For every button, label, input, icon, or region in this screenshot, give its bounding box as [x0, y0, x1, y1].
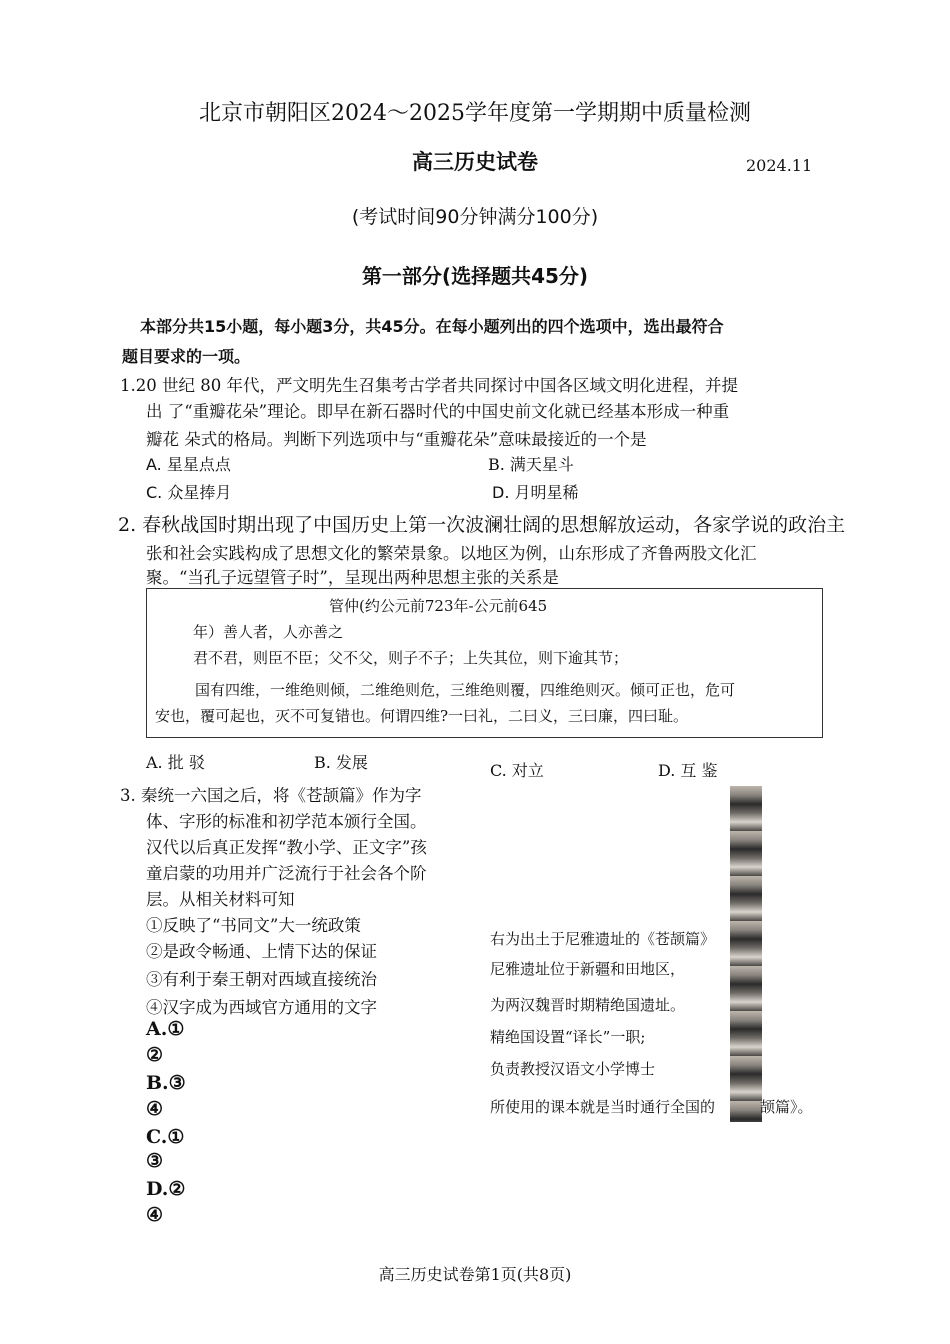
q3-caption-line-3: 为两汉魏晋时期精绝国遗址。	[490, 996, 686, 1014]
q3-statement-1: ①反映了“书同文”大一统政策	[146, 916, 361, 935]
q3-statement-4: ④汉字成为西域官方通用的文字	[146, 998, 377, 1017]
q1-line-1: 1.20 世纪 80 年代，严文明先生召集考古学者共同探讨中国各区域文明化进程，并提	[120, 376, 738, 395]
q2-material-box	[146, 588, 823, 738]
exam-subtitle: 高三历史试卷	[412, 150, 538, 174]
q3-caption-line-1: 右为出土于尼雅遗址的《苍颉篇》	[490, 930, 716, 948]
q2-option-a: A. 批 驳	[146, 753, 205, 772]
q3-option-a: A.①	[146, 1018, 185, 1040]
q1-option-d: D. 月明星稀	[492, 483, 579, 502]
instructions-line-1: 本部分共15小题，每小题3分，共45分。在每小题列出的四个选项中，选出最符合	[140, 317, 724, 336]
q3-option-d: D.②	[146, 1178, 186, 1200]
q3-line-2: 体、字形的标准和初学范本颁行全国。	[146, 812, 427, 831]
q1-line-3: 瓣花 朵式的格局。判断下列选项中与“重瓣花朵”意味最接近的一个是	[146, 430, 647, 449]
q2-option-b: B. 发展	[314, 753, 368, 772]
q3-statement-2: ②是政令畅通、上情下达的保证	[146, 942, 377, 961]
q3-line-4: 童启蒙的功用并广泛流行于社会各个阶	[146, 864, 427, 883]
q3-caption-line-5: 负责教授汉语文小学博士	[490, 1060, 656, 1078]
part1-heading: 第一部分(选择题共45分)	[361, 264, 589, 288]
q2-box-line-1: 管仲(约公元前723年-公元前645	[329, 597, 548, 615]
q3-option-c: C.①	[146, 1126, 185, 1148]
q3-option-a-second: ②	[146, 1044, 164, 1066]
q1-option-c: C. 众星捧月	[146, 483, 232, 502]
exam-time: (考试时间90分钟满分100分)	[351, 206, 599, 228]
exam-title: 北京市朝阳区2024～2025学年度第一学期期中质量检测	[199, 101, 751, 126]
q3-line-3: 汉代以后真正发挥“教小学、正文字”孩	[146, 838, 427, 857]
instructions-line-2: 题目要求的一项。	[122, 347, 251, 366]
q3-option-d-second: ④	[146, 1204, 164, 1226]
q3-option-b-second: ④	[146, 1098, 164, 1120]
q3-caption-line-2: 尼雅遗址位于新疆和田地区，	[490, 960, 686, 978]
q3-statement-3: ③有利于秦王朝对西域直接统治	[146, 970, 377, 989]
q2-line-1: 2. 春秋战国时期出现了中国历史上第一次波澜壮阔的思想解放运动，各家学说的政治主	[118, 514, 846, 536]
q2-option-d: D. 互 鉴	[658, 761, 718, 780]
page-footer: 高三历史试卷第1页(共8页)	[378, 1265, 572, 1284]
q3-caption-line-4: 精绝国设置“译长”一职;	[490, 1028, 646, 1046]
bamboo-slip-image	[730, 786, 762, 1122]
q2-box-line-5: 安也，覆可起也，灭不可复错也。何谓四维?一曰礼，二曰义，三曰廉，四曰耻。	[155, 707, 689, 725]
q3-line-5: 层。从相关材料可知	[146, 890, 295, 909]
exam-date: 2024.11	[746, 156, 813, 175]
q2-line-3: 聚。“当孔子远望管子时”，呈现出两种思想主张的关系是	[146, 568, 559, 587]
q2-box-line-2: 年）善人者，人亦善之	[193, 623, 344, 641]
q3-caption-line-7: 颉篇》。	[760, 1098, 813, 1116]
q3-option-b: B.③	[146, 1072, 186, 1094]
q1-option-a: A. 星星点点	[146, 455, 231, 474]
q3-line-1: 3. 秦统一六国之后，将《苍颉篇》作为字	[120, 786, 422, 805]
q2-box-line-3: 君不君，则臣不臣；父不父，则子不子；上失其位，则下逾其节；	[193, 649, 629, 667]
q2-option-c: C. 对立	[490, 761, 544, 780]
q2-line-2: 张和社会实践构成了思想文化的繁荣景象。以地区为例，山东形成了齐鲁两股文化汇	[146, 544, 757, 563]
q1-option-b: B. 满天星斗	[488, 455, 574, 474]
q1-line-2: 出 了“重瓣花朵”理论。即早在新石器时代的中国史前文化就已经基本形成一种重	[146, 402, 730, 421]
q3-option-c-second: ③	[146, 1150, 164, 1172]
q2-box-line-4: 国有四维，一维绝则倾，二维绝则危，三维绝则覆，四维绝则灭。倾可正也，危可	[195, 681, 736, 699]
q3-caption-line-6: 所使用的课本就是当时通行全国的	[490, 1098, 716, 1116]
